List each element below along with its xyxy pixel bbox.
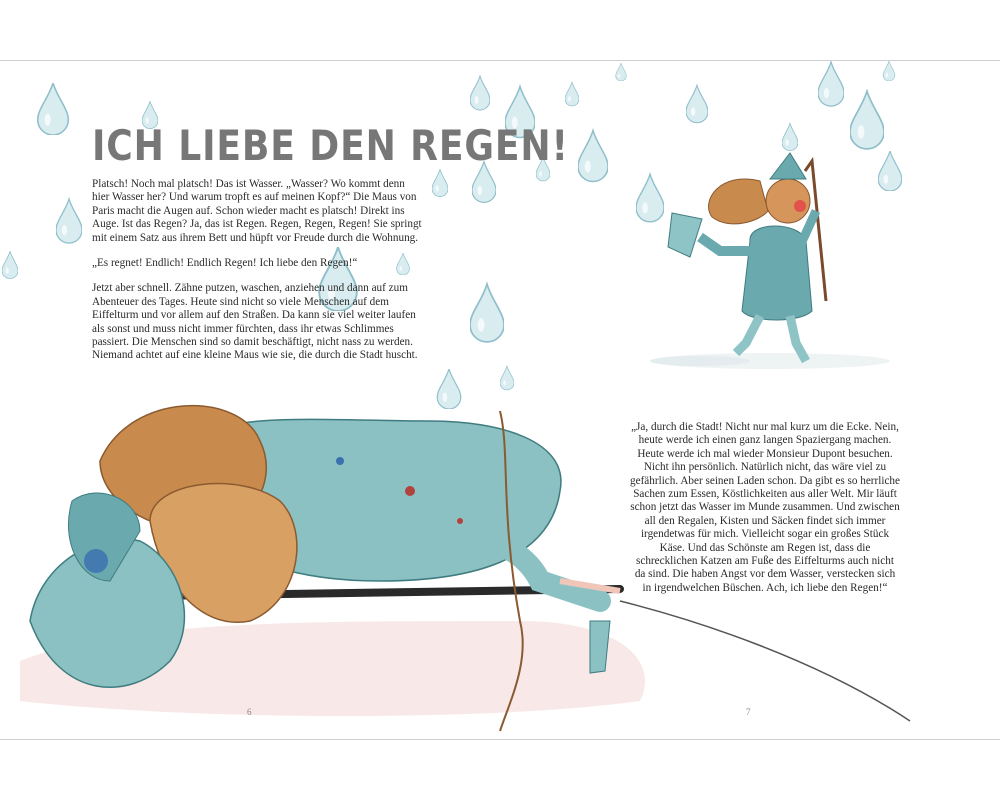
- paragraph: „Es regnet! Endlich! Endlich Regen! Ich liebe den Regen!“: [92, 257, 358, 270]
- paragraph: „Ja, durch die Stadt! Nicht nur mal kurz um die Ecke. Nein, heute werde ich einen ganz langen Spaziergang machen. Heute werde ich mal wieder Monsieur Dupont besuchen. Nicht ihn persönlich. Natürlich nicht, das wäre viel zu gefährlich. Aber seinen Laden schon. Da gibt es so herrliche Sachen zum Essen, Köstlichkeiten aus aller Welt. Mir läuft schon jetzt das Wasser im Munde zusammen. Und zwischen all den Regalen, Kisten und Säcken findet sich immer irgendetwas für mich. Vielleicht sogar ein großes Stück Käse. Und das Schönste am Regen ist, dass die schrecklichen Katzen am Fuße des Eiffelturms auch nicht da sind. Die haben Angst vor dem Wasser, verstecken sich in irgendwelchen Büschen. Ach, ich liebe den Regen!“: [630, 421, 900, 594]
- standing-mouse-illustration: [650, 153, 890, 369]
- book-spread: [0, 60, 1000, 740]
- page-number-right: 7: [746, 707, 751, 717]
- page-number-left: 6: [247, 707, 252, 717]
- paragraph: Jetzt aber schnell. Zähne putzen, waschen, anziehen und dann auf zum Abenteuer des Tages. Heute sind nicht so viele Menschen auf dem Eiffelturm und vor allem auf den Straßen. Da kann sie viel weiter laufen als sonst und muss nicht immer fürchten, dass ihr etwas Schlimmes passiert. Die Menschen sind so damit beschäftigt, nicht nass zu werden. Niemand achtet auf eine kleine Maus wie sie, die durch die Stadt huscht.: [92, 282, 418, 362]
- left-page-text: [92, 178, 422, 375]
- right-page-text: [630, 421, 900, 607]
- page-title: ICH LIEBE DEN REGEN!: [92, 121, 569, 170]
- paragraph: Platsch! Noch mal platsch! Das ist Wasser. „Wasser? Wo kommt denn hier Wasser her? Und warum tropft es auf meinen Kopf?“ Die Maus von Paris macht die Augen auf. Schon wieder macht es platsch! Direkt ins Auge. Ist das Regen? Ja, das ist Regen. Regen, Regen, Regen! Sie springt mit einem Satz aus ihrem Bett und hüpft vor Freude durch die Wohnung.: [92, 178, 422, 244]
